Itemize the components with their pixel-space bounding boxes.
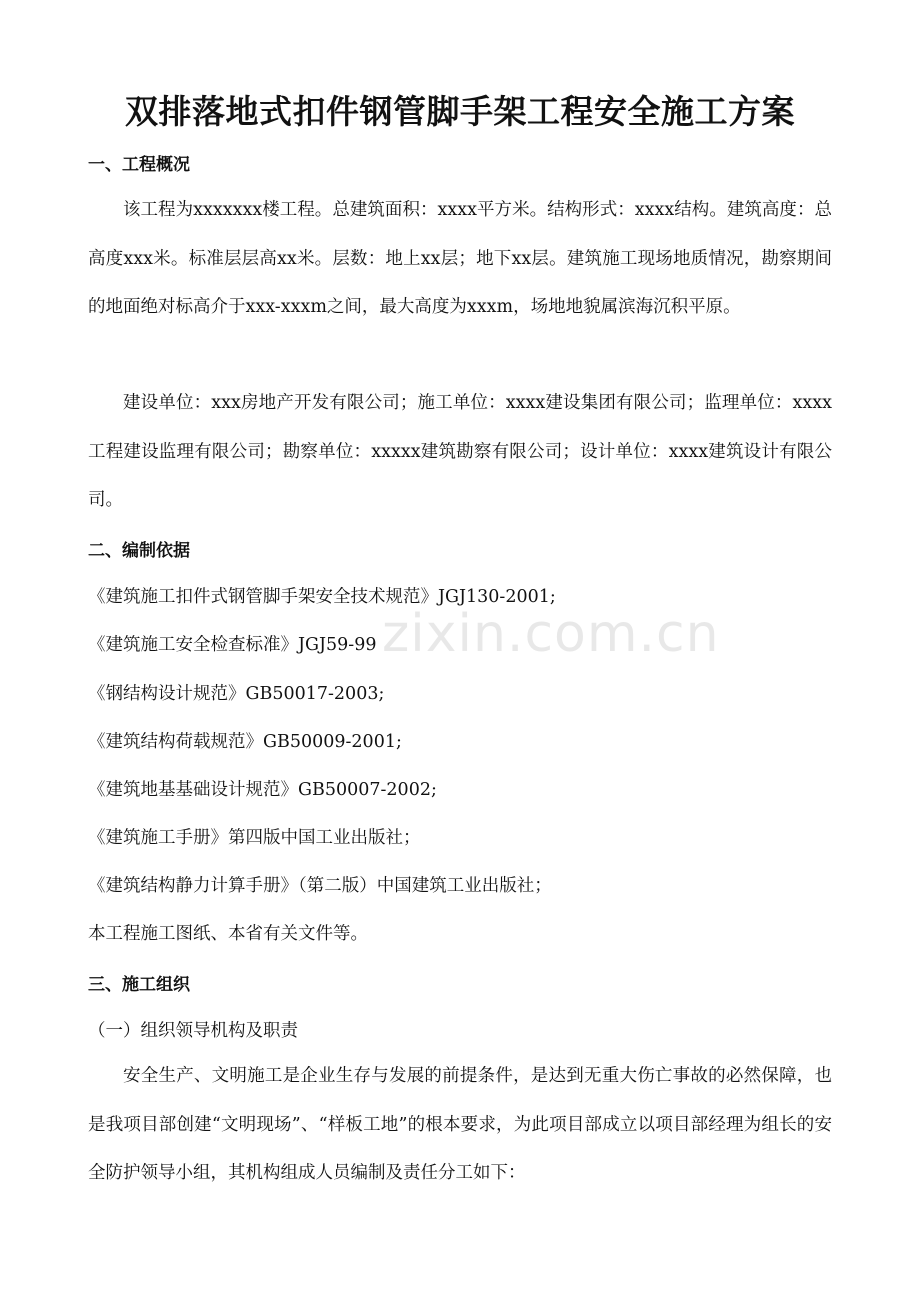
watermark: zixin.com.cn xyxy=(382,604,720,664)
basis-item: 《建筑结构荷载规范》GB50009-2001; xyxy=(88,732,402,752)
basis-item: 《建筑结构静力计算手册》（第二版）中国建筑工业出版社； xyxy=(88,876,552,896)
basis-item: 本工程施工图纸、本省有关文件等。 xyxy=(88,924,368,944)
document-title: 双排落地式扣件钢管脚手架工程安全施工方案 xyxy=(125,92,795,131)
subsection-heading: （一）组织领导机构及职责 xyxy=(88,1021,298,1041)
basis-item: 《钢结构设计规范》GB50017-2003; xyxy=(88,684,385,704)
section-heading-overview: 一、工程概况 xyxy=(88,155,190,175)
basis-item: 《建筑施工手册》第四版中国工业出版社； xyxy=(88,828,421,848)
section-heading-organization: 三、施工组织 xyxy=(88,975,190,995)
basis-item: 《建筑地基基础设计规范》GB50007-2002; xyxy=(88,780,437,800)
basis-item: 《建筑施工扣件式钢管脚手架安全技术规范》JGJ130-2001; xyxy=(88,587,556,607)
section-heading-basis: 二、编制依据 xyxy=(88,541,190,561)
basis-item: 《建筑施工安全检查标准》JGJ59-99 xyxy=(88,635,377,655)
organization-paragraph: 安全生产、文明施工是企业生存与发展的前提条件，是达到无重大伤亡事故的必然保障，也是我项目部创建“文明现场”、“样板工地”的根本要求，为此项目部成立以项目部经理为组长的安全防护领导小组，其机构组成人员编制及责任分工如下： xyxy=(88,1066,832,1183)
overview-paragraph-2: 建设单位：xxx房地产开发有限公司；施工单位：xxxx建设集团有限公司；监理单位：xxxx工程建设监理有限公司；勘察单位：xxxxx建筑勘察有限公司；设计单位：xxxx建筑设计有限公司。 xyxy=(88,393,832,510)
overview-paragraph-1: 该工程为xxxxxxx楼工程。总建筑面积：xxxx平方米。结构形式：xxxx结构。建筑高度：总高度xxx米。标准层层高xx米。层数：地上xx层；地下xx层。建筑施工现场地质情况，勘察期间的地面绝对标高介于xxx-xxxm之间，最大高度为xxxm，场地地貌属滨海沉积平原。 xyxy=(88,200,832,317)
